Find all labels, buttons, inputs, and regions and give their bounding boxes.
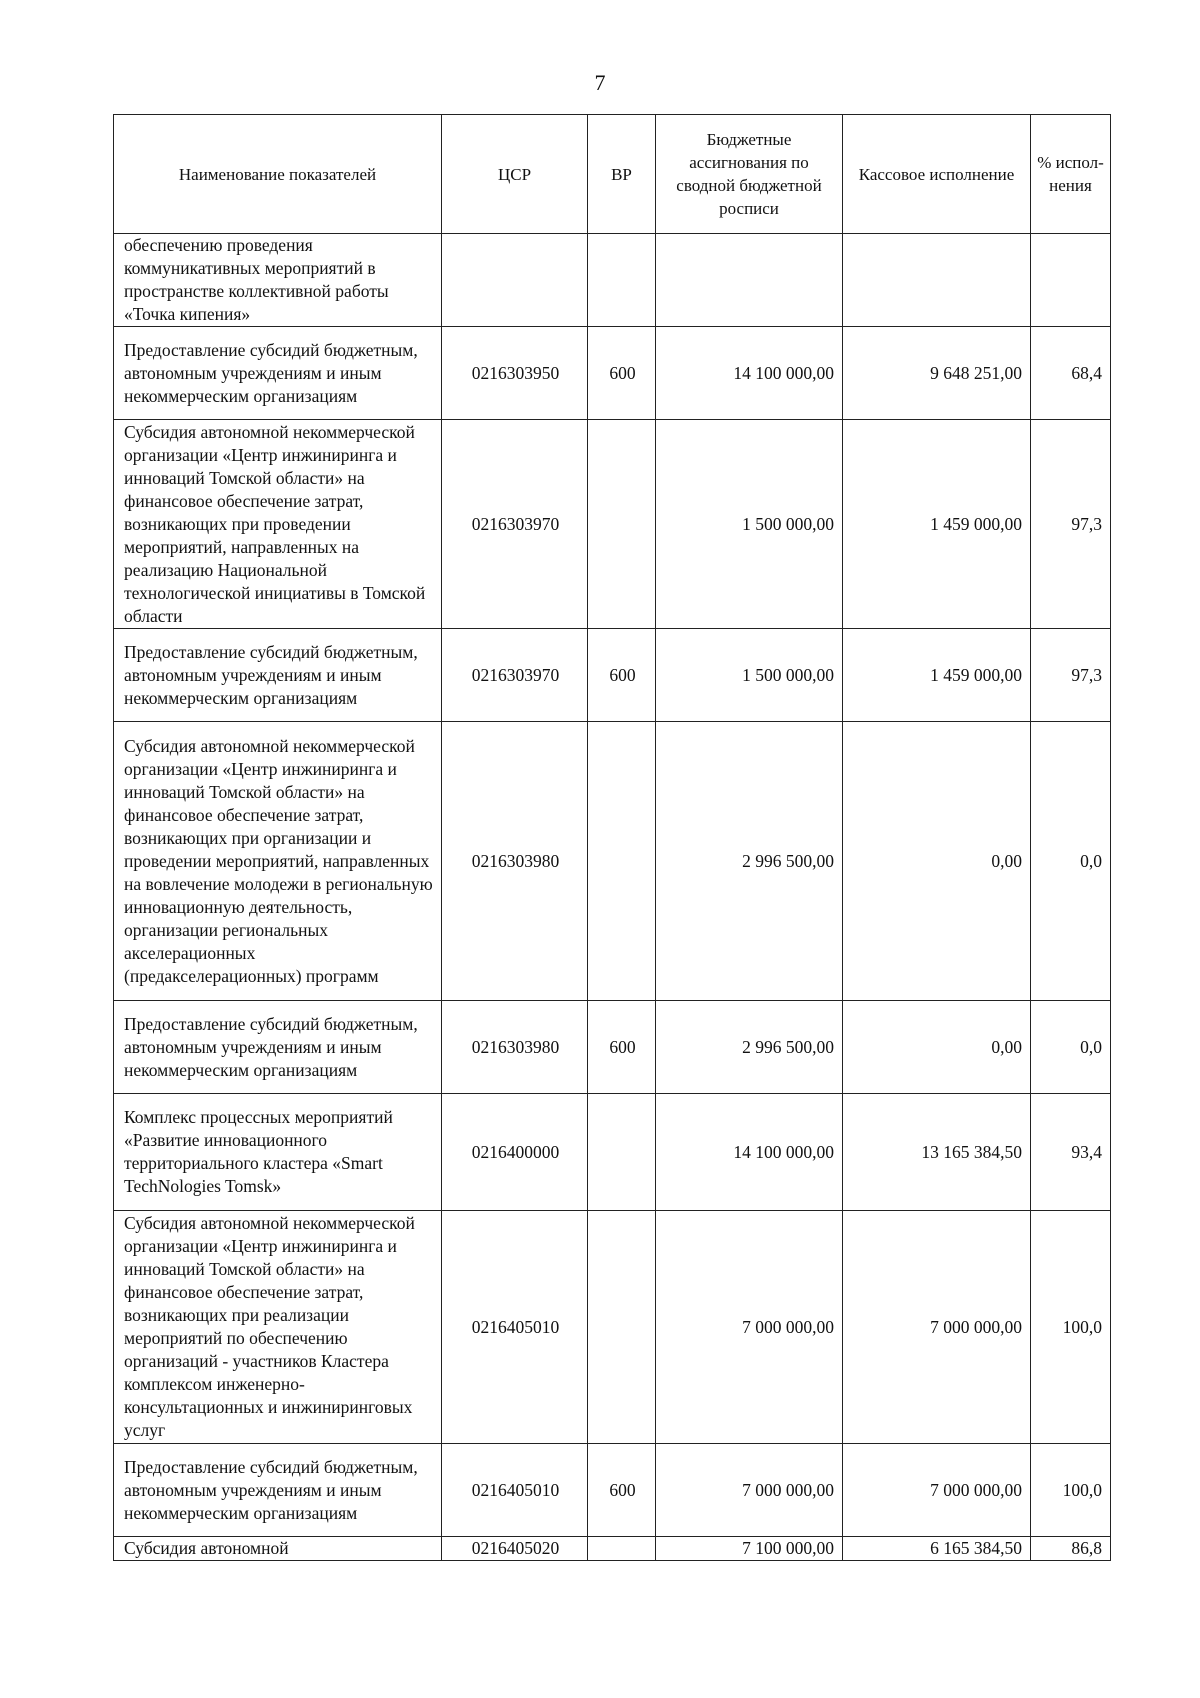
row-vr: [588, 1537, 656, 1561]
row-name: Субсидия автономной некоммерческой организации «Центр инжиниринга и инноваций Томской области» на финансовое обеспечение затрат, возникающих при организации и проведении мероприятий, направленных на вовлечение молодежи в региональную инновационную деятельность, организации региональных акселерационных (предакселерационных) программ: [114, 722, 442, 1001]
header-percent: % испол-нения: [1031, 115, 1111, 234]
row-percent: 68,4: [1031, 327, 1111, 420]
row-vr: [588, 1211, 656, 1444]
row-cash: [843, 234, 1031, 327]
row-budget: [656, 234, 843, 327]
table-row: [114, 1001, 1111, 1094]
row-csr: 0216405020: [442, 1537, 588, 1561]
row-cash: 1 459 000,00: [843, 629, 1031, 722]
table-row: [114, 1537, 1111, 1561]
row-budget: 14 100 000,00: [656, 327, 843, 420]
row-vr: [588, 234, 656, 327]
header-vr: ВР: [588, 115, 656, 234]
table-row: [114, 1211, 1111, 1444]
row-name: Субсидия автономной некоммерческой организации «Центр инжиниринга и инноваций Томской области» на финансовое обеспечение затрат, возникающих при проведении мероприятий, направленных на реализацию Национальной технологической инициативы в Томской области: [114, 420, 442, 629]
row-name: Субсидия автономной некоммерческой организации «Центр инжиниринга и инноваций Томской области» на финансовое обеспечение затрат, возникающих при реализации мероприятий по обеспечению организаций - участников Кластера комплексом инженерно-консультационных и инжиниринговых услуг: [114, 1211, 442, 1444]
row-budget: 7 000 000,00: [656, 1444, 843, 1537]
row-vr: [588, 1094, 656, 1211]
row-csr: 0216400000: [442, 1094, 588, 1211]
row-cash: 0,00: [843, 722, 1031, 1001]
row-percent: 97,3: [1031, 420, 1111, 629]
table-row: [114, 1094, 1111, 1211]
row-csr: 0216303950: [442, 327, 588, 420]
row-budget: 7 100 000,00: [656, 1537, 843, 1561]
row-csr: 0216303980: [442, 722, 588, 1001]
header-name: Наименование показателей: [114, 115, 442, 234]
row-csr: [442, 234, 588, 327]
header-budget: Бюджетные ассигнования по сводной бюджетной росписи: [656, 115, 843, 234]
row-budget: 2 996 500,00: [656, 1001, 843, 1094]
budget-execution-table: [113, 114, 1111, 1561]
row-name: Предоставление субсидий бюджетным, автономным учреждениям и иным некоммерческим организациям: [114, 327, 442, 420]
row-percent: 0,0: [1031, 1001, 1111, 1094]
row-vr: 600: [588, 327, 656, 420]
row-cash: 0,00: [843, 1001, 1031, 1094]
table-row: [114, 420, 1111, 629]
header-row: [114, 115, 1111, 234]
table-row: [114, 722, 1111, 1001]
row-cash: 6 165 384,50: [843, 1537, 1031, 1561]
header-cash: Кассовое исполнение: [843, 115, 1031, 234]
row-cash: 7 000 000,00: [843, 1444, 1031, 1537]
table-row: [114, 234, 1111, 327]
table-row: [114, 327, 1111, 420]
row-cash: 9 648 251,00: [843, 327, 1031, 420]
row-percent: 100,0: [1031, 1444, 1111, 1537]
row-vr: 600: [588, 629, 656, 722]
table-row: [114, 629, 1111, 722]
row-name: Комплекс процессных мероприятий «Развитие инновационного территориального кластера «Smart TechNologies Tomsk»: [114, 1094, 442, 1211]
row-budget: 2 996 500,00: [656, 722, 843, 1001]
row-budget: 1 500 000,00: [656, 629, 843, 722]
row-budget: 14 100 000,00: [656, 1094, 843, 1211]
row-name: Предоставление субсидий бюджетным, автономным учреждениям и иным некоммерческим организациям: [114, 1444, 442, 1537]
table-row: [114, 1444, 1111, 1537]
row-name: Субсидия автономной: [114, 1537, 442, 1561]
row-percent: [1031, 234, 1111, 327]
row-csr: 0216405010: [442, 1444, 588, 1537]
row-cash: 7 000 000,00: [843, 1211, 1031, 1444]
row-csr: 0216405010: [442, 1211, 588, 1444]
row-cash: 13 165 384,50: [843, 1094, 1031, 1211]
header-csr: ЦСР: [442, 115, 588, 234]
row-name: обеспечению проведения коммуникативных мероприятий в пространстве коллективной работы «Точка кипения»: [114, 234, 442, 327]
row-budget: 7 000 000,00: [656, 1211, 843, 1444]
row-percent: 97,3: [1031, 629, 1111, 722]
row-percent: 93,4: [1031, 1094, 1111, 1211]
row-csr: 0216303970: [442, 420, 588, 629]
row-budget: 1 500 000,00: [656, 420, 843, 629]
row-vr: [588, 722, 656, 1001]
row-vr: 600: [588, 1444, 656, 1537]
row-name: Предоставление субсидий бюджетным, автономным учреждениям и иным некоммерческим организациям: [114, 1001, 442, 1094]
row-vr: [588, 420, 656, 629]
row-csr: 0216303970: [442, 629, 588, 722]
page-number: 7: [594, 70, 606, 95]
row-name: Предоставление субсидий бюджетным, автономным учреждениям и иным некоммерческим организациям: [114, 629, 442, 722]
row-vr: 600: [588, 1001, 656, 1094]
row-percent: 86,8: [1031, 1537, 1111, 1561]
row-percent: 0,0: [1031, 722, 1111, 1001]
row-cash: 1 459 000,00: [843, 420, 1031, 629]
row-csr: 0216303980: [442, 1001, 588, 1094]
row-percent: 100,0: [1031, 1211, 1111, 1444]
